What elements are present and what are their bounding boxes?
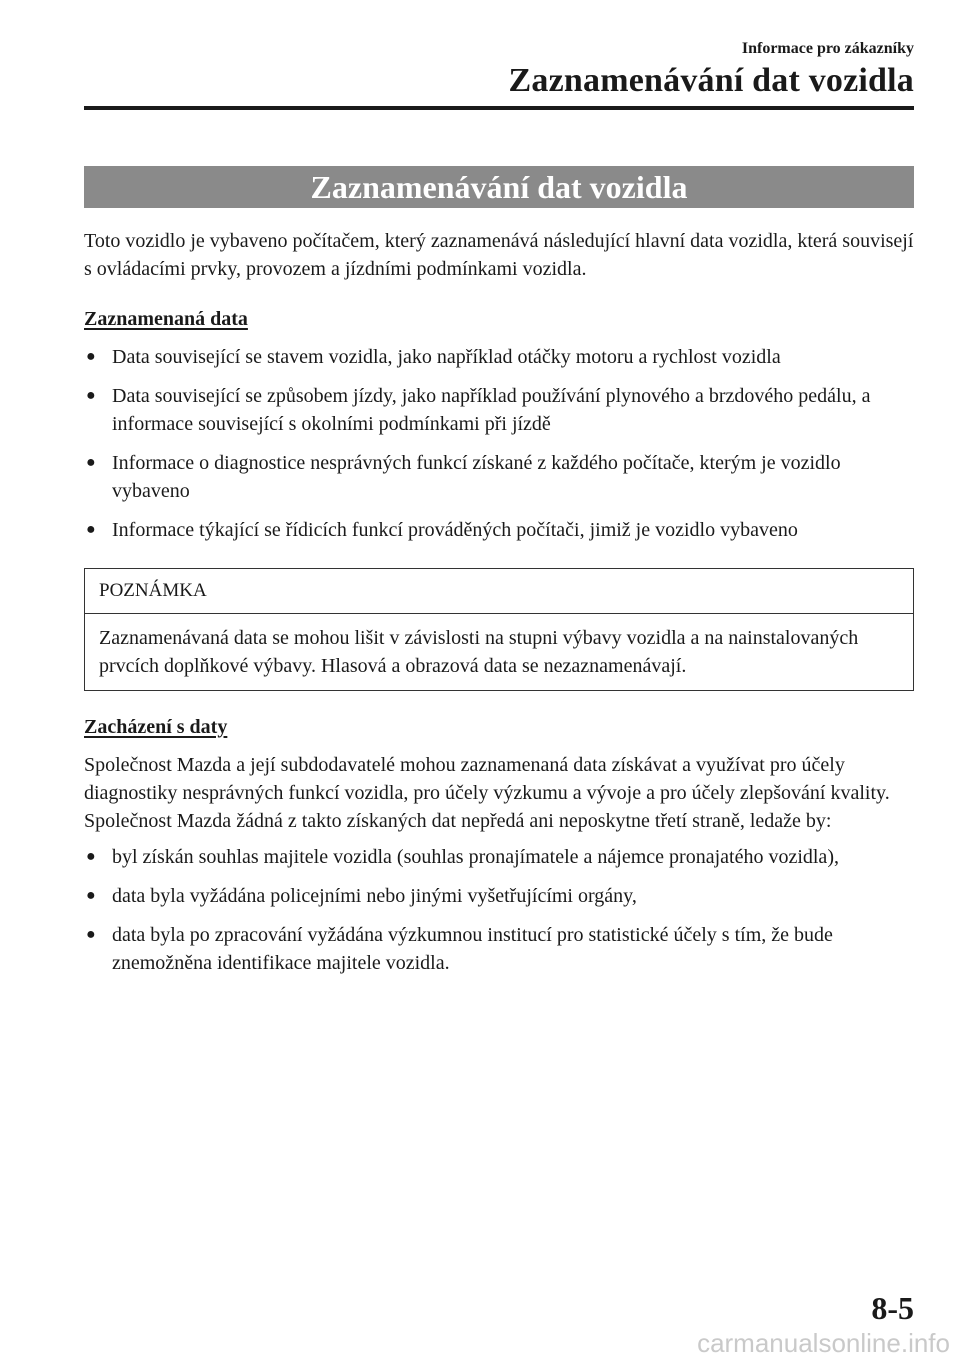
list-item-text: data byla vyžádána policejními nebo jinými vyšetřujícími orgány, [112, 885, 637, 907]
bullet-icon: ● [86, 848, 96, 865]
page-header-title: Zaznamenávání dat vozidla [508, 62, 914, 99]
list-item-text: data byla po zpracování vyžádána výzkumnou institucí pro statistické účely s tím, že bude znemožněna identifikace majitele vozidla. [112, 924, 833, 974]
list-item-text: Data související se stavem vozidla, jako například otáčky motoru a rychlost vozidla [112, 346, 781, 368]
list-item [84, 882, 914, 910]
note-box [84, 568, 914, 691]
intro-paragraph: Toto vozidlo je vybaveno počítačem, který zaznamenává následující hlavní data vozidla, která souvisejí s ovládacími prvky, provozem a jízdními podmínkami vozidla. [84, 230, 914, 280]
page-body [84, 227, 914, 988]
list-item-text: byl získán souhlas majitele vozidla (souhlas pronajímatele a nájemce pronajatého vozidla), [112, 846, 839, 868]
section-banner-title: Zaznamenávání dat vozidla [310, 168, 688, 205]
page-number: 8-5 [871, 1290, 914, 1326]
watermark: carmanualsonline.info [697, 1328, 950, 1358]
chapter-label: Informace pro zákazníky [741, 40, 914, 57]
bullet-icon: ● [86, 521, 96, 538]
list-item [84, 343, 914, 371]
list-item [84, 449, 914, 505]
header-divider [84, 106, 914, 110]
list-item [84, 516, 914, 544]
list-item-text: Data související se způsobem jízdy, jako například používání plynového a brzdového pedálu, a informace související s okolními podmínkami při jízdě [112, 385, 871, 435]
bullet-icon: ● [86, 454, 96, 471]
subheading-data-handling: Zacházení s daty [84, 716, 228, 738]
list-item [84, 382, 914, 438]
list-item-text: Informace týkající se řídicích funkcí prováděných počítači, jimiž je vozidlo vybaveno [112, 519, 798, 541]
note-title: POZNÁMKA [85, 569, 913, 614]
list-item [84, 921, 914, 977]
note-text: Zaznamenávaná data se mohou lišit v závislosti na stupni výbavy vozidla a na nainstalovaných prvcích doplňkové výbavy. Hlasová a obrazová data se nezaznamenávají. [99, 627, 859, 677]
list-item-text: Informace o diagnostice nesprávných funkcí získané z každého počítače, kterým je vozidlo vybaveno [112, 452, 841, 502]
data-handling-paragraph-1: Společnost Mazda a její subdodavatelé mohou zaznamenaná data získávat a využívat pro účely diagnostiky nesprávných funkcí vozidla, pro účely výzkumu a vývoje a pro účely zlepšování kvality. [84, 754, 890, 804]
bullet-icon: ● [86, 887, 96, 904]
data-handling-list [84, 843, 914, 977]
section-banner [84, 166, 914, 208]
bullet-icon: ● [86, 348, 96, 365]
recorded-data-list [84, 343, 914, 544]
data-handling-paragraph-2: Společnost Mazda žádná z takto získaných dat nepředá ani neposkytne třetí straně, ledaže by: [84, 810, 832, 832]
bullet-icon: ● [86, 926, 96, 943]
bullet-icon: ● [86, 387, 96, 404]
list-item [84, 843, 914, 871]
subheading-recorded-data: Zaznamenaná data [84, 308, 248, 330]
